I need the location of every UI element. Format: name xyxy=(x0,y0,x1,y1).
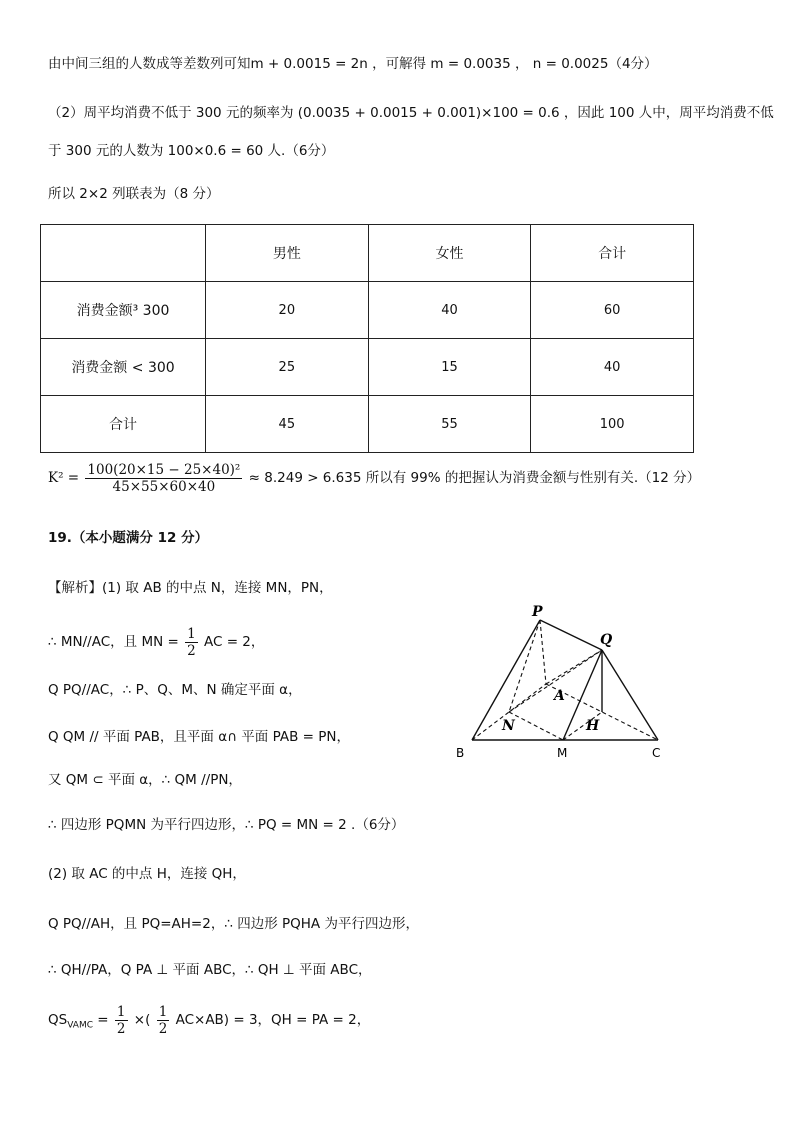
solution-line-7: (2) 取 AC 的中点 H，连接 QH， xyxy=(48,866,246,882)
fraction-den: 2 xyxy=(158,1020,168,1037)
table-cell: 40 xyxy=(531,339,694,396)
edge-pa xyxy=(540,620,546,684)
s10-equals: = xyxy=(97,1012,109,1028)
k2-formula xyxy=(48,458,700,498)
solution-line-10 xyxy=(48,1000,370,1046)
half-fraction xyxy=(185,626,198,659)
question-19-title: 19.（本小题满分 12 分） xyxy=(48,530,209,546)
k2-lhs: K² = xyxy=(48,470,80,486)
fraction-den: 2 xyxy=(116,1020,126,1037)
table-cell: 45 xyxy=(206,396,369,453)
label-b: B xyxy=(456,746,465,760)
table-cell: 15 xyxy=(368,339,531,396)
solution-line-8: Q PQ//AH，且 PQ=AH=2，∴ 四边形 PQHA 为平行四边形， xyxy=(48,916,419,932)
fraction-num: 1 xyxy=(187,625,196,642)
table-header-cell xyxy=(41,225,206,282)
k2-denominator: 45×55×60×40 xyxy=(112,478,216,495)
solution-line-4: Q QM // 平面 PAB，且平面 α∩ 平面 PAB = PN， xyxy=(48,729,350,745)
s2-text-a: ∴ MN//AC，且 MN = xyxy=(48,634,179,650)
solution-line-9: ∴ QH//PA，Q PA ⊥ 平面 ABC，∴ QH ⊥ 平面 ABC， xyxy=(48,962,372,978)
s10-text-c: ×( xyxy=(133,1012,151,1028)
table-cell: 60 xyxy=(531,282,694,339)
solution-line-3: Q PQ//AC，∴ P、Q、M、N 确定平面 α， xyxy=(48,682,302,698)
table-cell: 100 xyxy=(531,396,694,453)
label-q: Q xyxy=(600,632,613,648)
fraction-num: 1 xyxy=(158,1003,168,1020)
table-header-cell: 合计 xyxy=(531,225,694,282)
table-row xyxy=(41,339,694,396)
solution-line-1: 【解析】(1) 取 AB 的中点 N，连接 MN，PN， xyxy=(48,580,333,596)
solution-line-6: ∴ 四边形 PQMN 为平行四边形，∴ PQ = MN = 2 .（6分） xyxy=(48,817,405,833)
table-cell: 合计 xyxy=(41,396,206,453)
k2-conclusion: ≈ 8.249 > 6.635 所以有 99% 的把握认为消费金额与性别有关.（12 分） xyxy=(248,470,701,486)
table-header-row xyxy=(41,225,694,282)
label-a: A xyxy=(554,688,565,704)
text-line-3: 于 300 元的人数为 100×0.6 = 60 人.（6分） xyxy=(48,143,335,159)
table-cell: 20 xyxy=(206,282,369,339)
label-c: C xyxy=(652,746,661,760)
label-p: P xyxy=(532,604,543,620)
solution-line-2 xyxy=(48,622,264,662)
table-cell: 25 xyxy=(206,339,369,396)
solution-line-5: 又 QM ⊂ 平面 α，∴ QM //PN， xyxy=(48,772,242,788)
text-line-4: 所以 2×2 列联表为（8 分） xyxy=(48,186,220,202)
label-n: N xyxy=(502,718,515,734)
s10-text-d: AC×AB) = 3，QH = PA = 2， xyxy=(175,1012,371,1028)
text-line-1: 由中间三组的人数成等差数列可知m + 0.0015 = 2n ，可解得 m = 0.0035 ， n = 0.0025（4分） xyxy=(48,56,658,72)
half-fraction-1 xyxy=(115,1004,128,1037)
table-cell: 40 xyxy=(368,282,531,339)
table-cell: 消费金额³ 300 xyxy=(41,282,206,339)
table-cell: 55 xyxy=(368,396,531,453)
contingency-table xyxy=(40,224,694,453)
edge-pq xyxy=(540,620,602,650)
k2-numerator: 100(20×15 − 25×40)² xyxy=(87,461,241,478)
table-header-cell: 女性 xyxy=(368,225,531,282)
label-h: H xyxy=(586,718,600,734)
k2-fraction xyxy=(85,462,242,495)
edge-nm xyxy=(509,712,563,740)
half-fraction-2 xyxy=(157,1004,170,1037)
s10-subscript: VAMC xyxy=(67,1020,93,1031)
fraction-num: 1 xyxy=(116,1003,126,1020)
table-row xyxy=(41,396,694,453)
fraction-den: 2 xyxy=(187,642,196,659)
text-line-2: （2）周平均消费不低于 300 元的频率为 (0.0035 + 0.0015 + 0.001)×100 = 0.6 ，因此 100 人中，周平均消费不低 xyxy=(48,105,774,121)
table-header-cell: 男性 xyxy=(206,225,369,282)
table-row xyxy=(41,282,694,339)
s2-text-b: AC = 2， xyxy=(203,634,265,650)
geometry-figure xyxy=(450,600,680,770)
table-cell: 消费金额 < 300 xyxy=(41,339,206,396)
s10-text-a: QS xyxy=(48,1012,68,1028)
label-m: M xyxy=(557,746,568,760)
